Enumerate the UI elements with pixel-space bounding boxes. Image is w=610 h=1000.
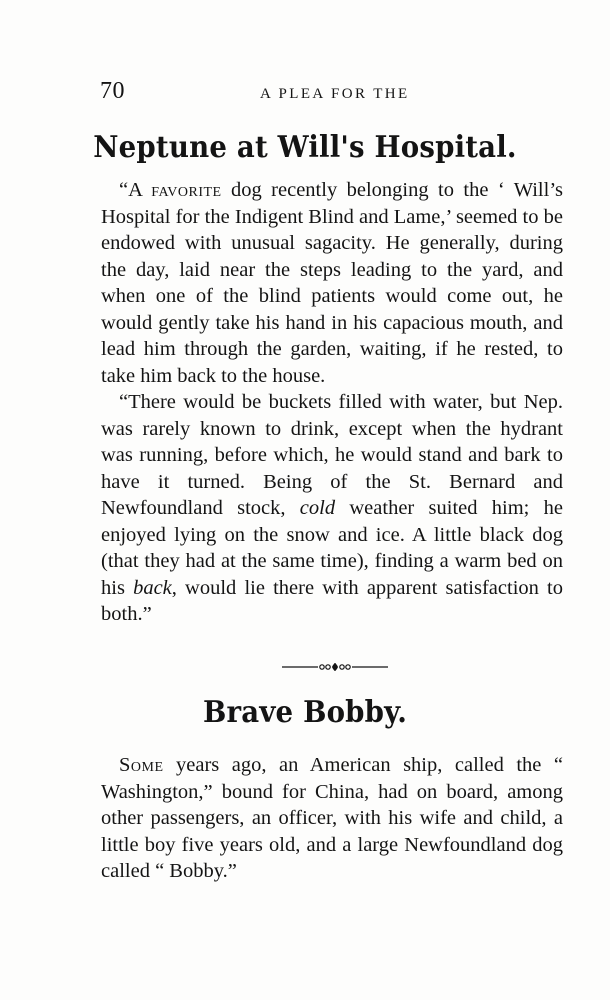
text-run-smallcaps: Some xyxy=(119,754,164,776)
section-heading-neptune: Neptune at Will's Hospital. xyxy=(93,130,517,165)
paragraph xyxy=(101,752,563,885)
text-run-italic: back xyxy=(133,576,172,599)
running-head xyxy=(100,78,562,108)
section-heading-brave-bobby: Brave Bobby. xyxy=(203,695,407,730)
text-run: , would lie there with apparent satisfaction to both.” xyxy=(101,576,563,625)
paragraph xyxy=(101,389,563,628)
page-number: 70 xyxy=(100,78,125,104)
text-run: weather suited him; he enjoyed lying on the snow and ice. A little black dog (that they had at the same time), finding a warm bed on his xyxy=(101,497,563,599)
text-run-smallcaps: favorite xyxy=(151,179,222,201)
text-run: “A xyxy=(119,179,152,201)
paragraph xyxy=(101,177,563,389)
section-body-brave-bobby xyxy=(101,752,563,885)
text-run-italic: cold xyxy=(299,497,336,519)
ornament-divider-icon xyxy=(280,660,390,674)
running-title: A PLEA FOR THE xyxy=(260,86,410,102)
text-run: “There would be buckets filled with water, but Nep. was rarely known to drink, except when the hydrant was running, before which, he would stand and bark to have it turned. Being of the St. Bernard and Newfoundland stock, xyxy=(101,391,563,519)
text-run: years ago, an American ship, called the “ Washington,” bound for China, had on board, among other passengers, an officer, with his wife and child, a little boy five years old, and a large Newfoundland dog called “ Bobby.” xyxy=(101,754,563,882)
section-body-neptune xyxy=(101,177,563,628)
text-run: dog recently belonging to the ‘ Will’s Hospital for the Indigent Blind and Lame,’ seemed to be endowed with unusual sagacity. He generally, during the day, laid near the steps leading to the yard, and when one of the blind patients would come out, he would gently take his hand in his capacious mouth, and lead him through the garden, waiting, if he rested, to take him back to the house. xyxy=(101,179,563,387)
